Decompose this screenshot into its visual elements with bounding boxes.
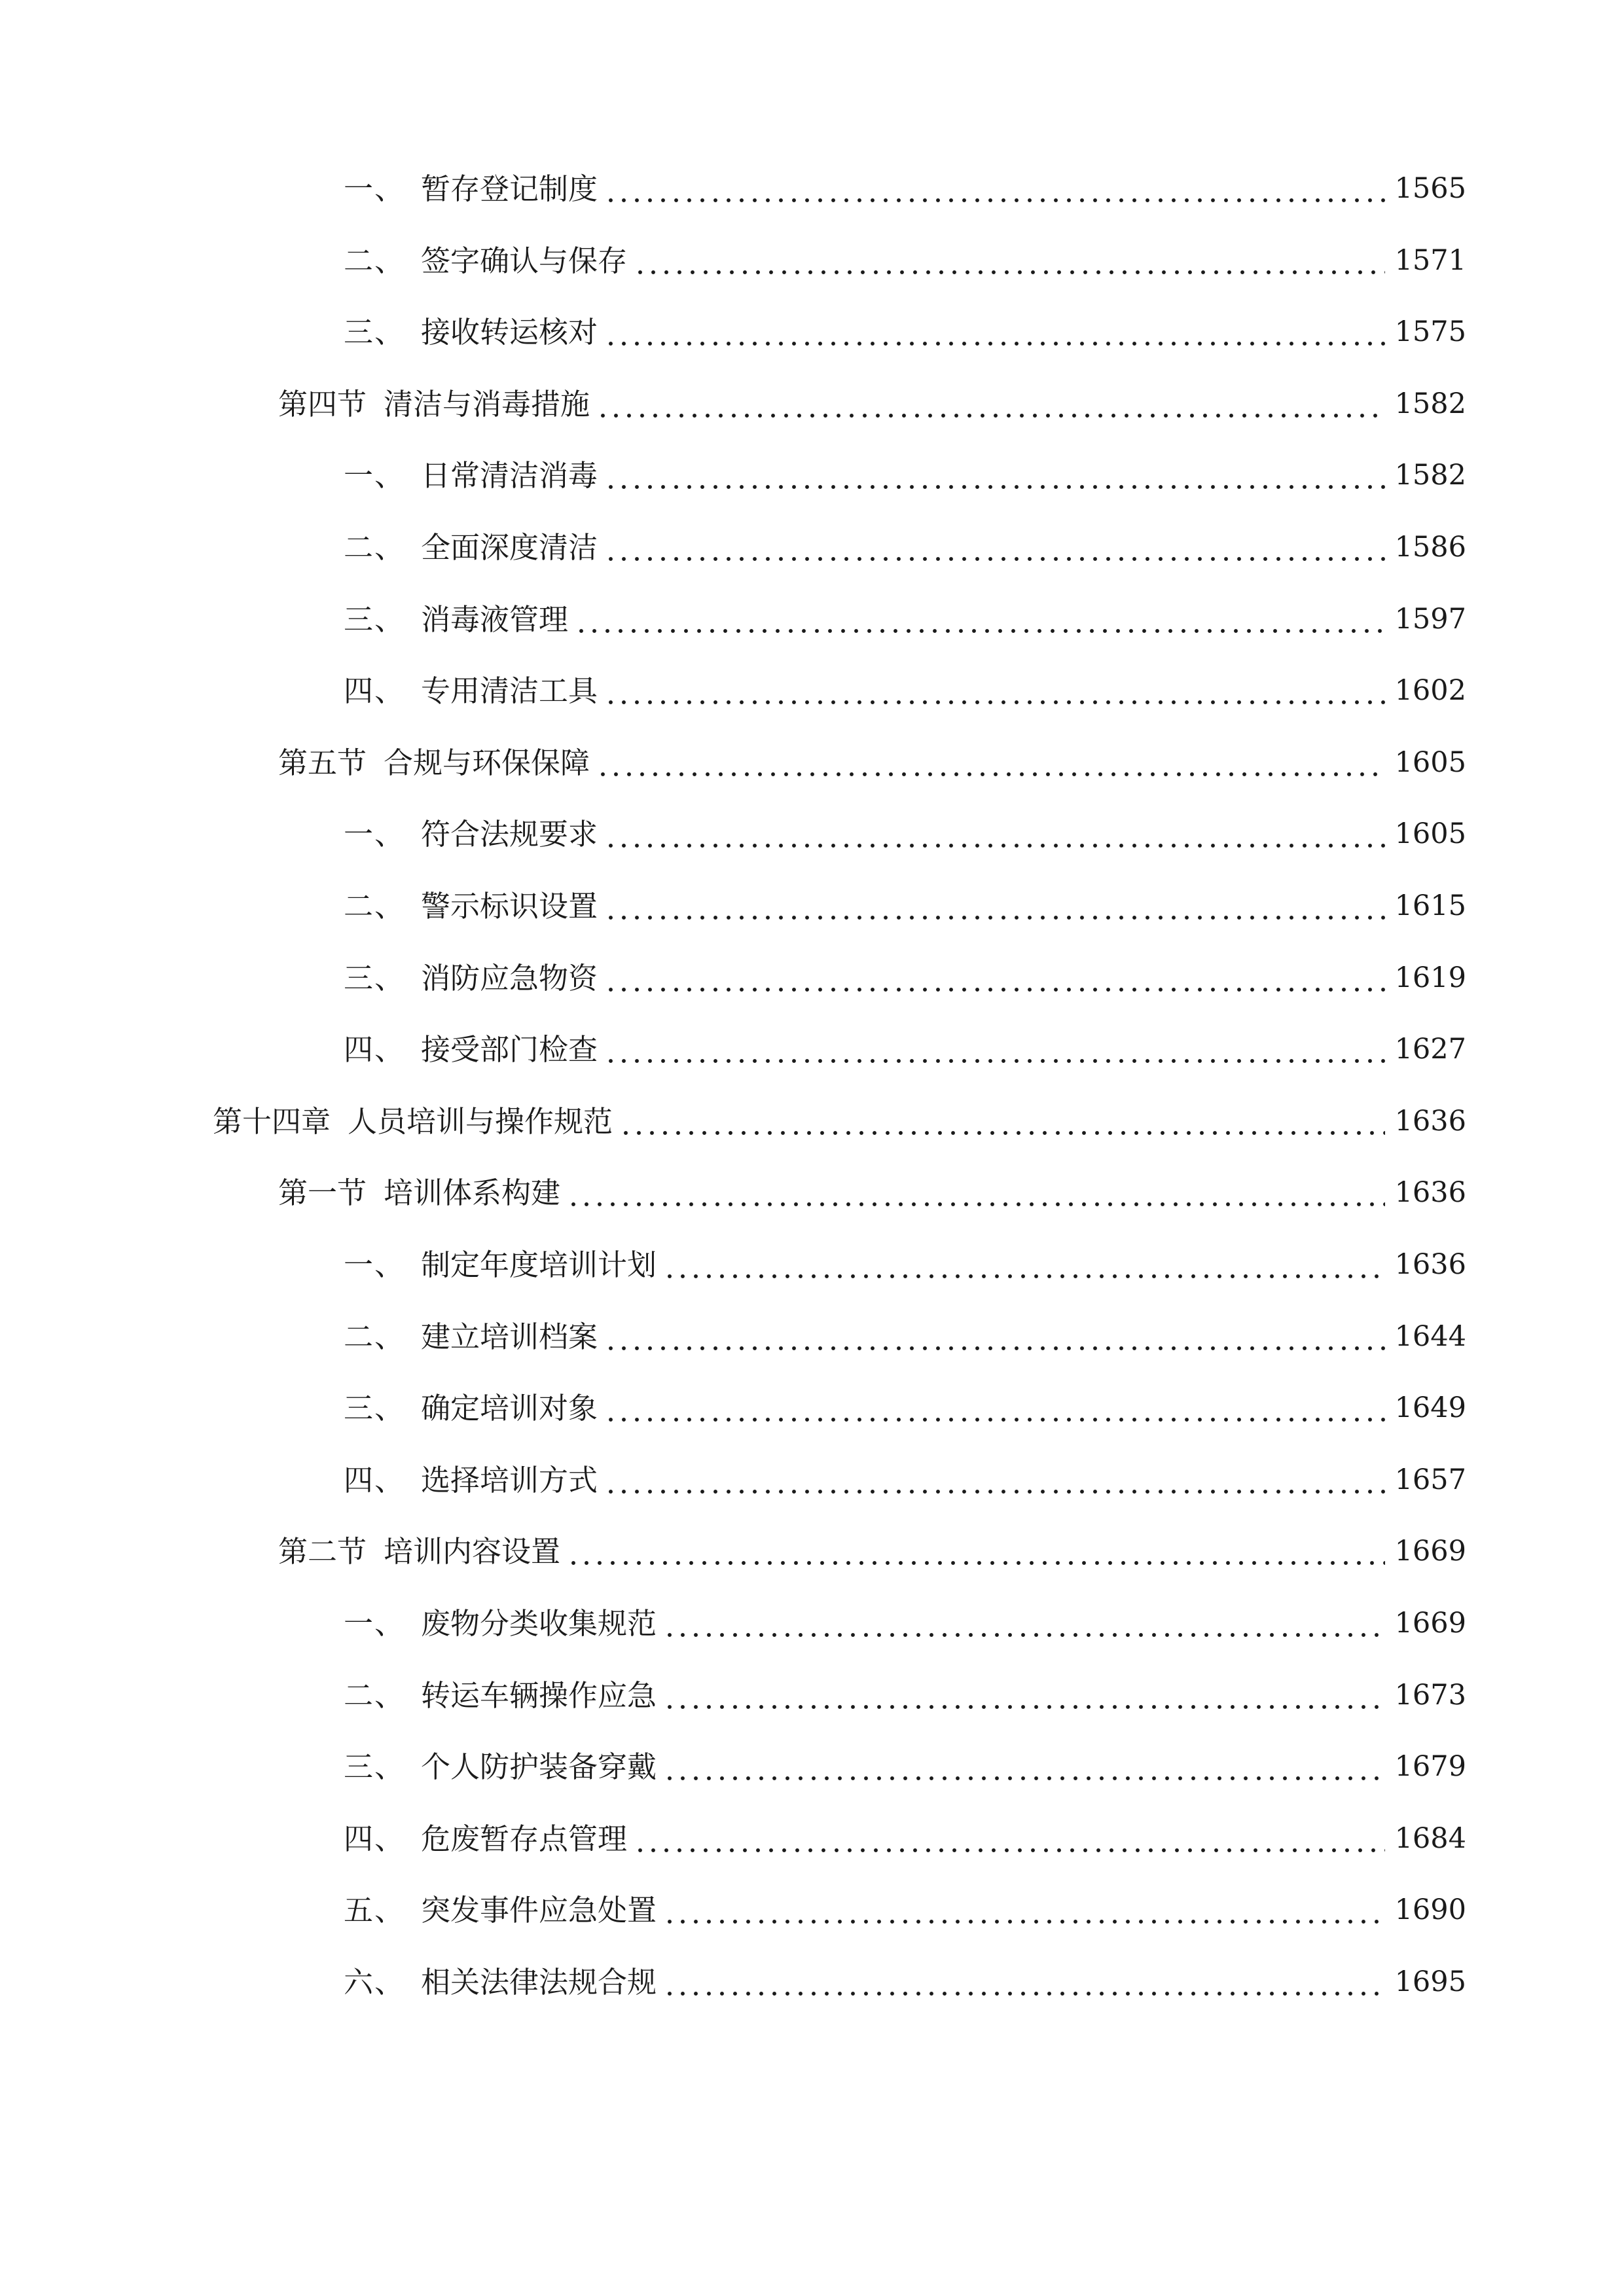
toc-title: 接收转运核对 xyxy=(421,314,598,350)
toc-ordinal: 三、 xyxy=(344,314,406,350)
toc-page-number: 1571 xyxy=(1394,243,1466,277)
toc-title: 培训体系构建 xyxy=(384,1175,561,1210)
toc-ordinal: 一、 xyxy=(344,171,406,206)
toc-page-number: 1582 xyxy=(1394,387,1466,420)
toc-page-number: 1690 xyxy=(1394,1893,1466,1926)
toc-ordinal: 四、 xyxy=(344,673,406,708)
toc-page-number: 1673 xyxy=(1394,1678,1466,1712)
toc-page-number: 1605 xyxy=(1394,817,1466,850)
dot-leader xyxy=(634,246,1385,276)
toc-title: 突发事件应急处置 xyxy=(421,1892,657,1928)
toc-page-number: 1565 xyxy=(1394,171,1466,205)
toc-title: 清洁与消毒措施 xyxy=(384,386,590,422)
toc-ordinal: 一、 xyxy=(344,1605,406,1641)
toc-title: 合规与环保保障 xyxy=(384,745,590,780)
toc-page-number: 1605 xyxy=(1394,745,1466,779)
toc-title: 接受部门检查 xyxy=(421,1031,598,1067)
toc-ordinal: 二、 xyxy=(344,888,406,924)
toc-page-number: 1684 xyxy=(1394,1821,1466,1855)
dot-leader xyxy=(604,1465,1385,1495)
toc-title: 消防应急物资 xyxy=(421,960,598,996)
toc-ordinal: 四、 xyxy=(344,1031,406,1067)
toc-title: 确定培训对象 xyxy=(421,1390,598,1426)
toc-ordinal: 五、 xyxy=(344,1892,406,1928)
toc-page-number: 1636 xyxy=(1394,1104,1466,1138)
toc-page-number: 1679 xyxy=(1394,1749,1466,1783)
toc-ordinal: 三、 xyxy=(344,960,406,996)
toc-ordinal: 第五节 xyxy=(278,745,367,780)
toc-title: 日常清洁消毒 xyxy=(421,457,598,493)
dot-leader xyxy=(619,1107,1385,1136)
toc-title: 全面深度清洁 xyxy=(421,529,598,565)
toc-entry-item[interactable] xyxy=(0,1809,1624,1868)
toc-entry-item[interactable] xyxy=(0,1737,1624,1796)
dot-leader xyxy=(663,1967,1385,1997)
toc-page-number: 1669 xyxy=(1394,1534,1466,1568)
toc-title: 人员培训与操作规范 xyxy=(348,1103,613,1139)
toc-ordinal: 二、 xyxy=(344,243,406,278)
toc-title: 相关法律法规合规 xyxy=(421,1964,657,2000)
toc-page-number: 1586 xyxy=(1394,530,1466,564)
toc-page-number: 1619 xyxy=(1394,961,1466,994)
dot-leader xyxy=(604,174,1385,204)
dot-leader xyxy=(596,389,1385,419)
toc-ordinal: 第一节 xyxy=(278,1175,367,1210)
dot-leader xyxy=(604,533,1385,562)
toc-title: 警示标识设置 xyxy=(421,888,598,924)
toc-entry-item[interactable] xyxy=(0,231,1624,290)
toc-ordinal: 一、 xyxy=(344,816,406,852)
toc-entry-item[interactable] xyxy=(0,1952,1624,2011)
dot-leader xyxy=(596,748,1385,778)
dot-leader xyxy=(663,1681,1385,1710)
dot-leader xyxy=(604,461,1385,490)
dot-leader xyxy=(604,891,1385,921)
toc-entry-item[interactable] xyxy=(0,302,1624,361)
toc-ordinal: 二、 xyxy=(344,1677,406,1713)
toc-page-number: 1597 xyxy=(1394,602,1466,636)
toc-title: 专用清洁工具 xyxy=(421,673,598,708)
toc-ordinal: 二、 xyxy=(344,529,406,565)
dot-leader xyxy=(604,1035,1385,1064)
toc-title: 建立培训档案 xyxy=(421,1319,598,1354)
dot-leader xyxy=(604,317,1385,347)
toc-ordinal: 四、 xyxy=(344,1462,406,1498)
toc-entry-section[interactable] xyxy=(0,1522,1624,1581)
toc-page-number: 1602 xyxy=(1394,673,1466,707)
toc-entry-item[interactable] xyxy=(0,948,1624,1007)
toc-title: 签字确认与保存 xyxy=(421,243,628,278)
toc-title: 制定年度培训计划 xyxy=(421,1247,657,1282)
toc-page-number: 1695 xyxy=(1394,1965,1466,1998)
toc-entry-item[interactable] xyxy=(0,804,1624,863)
dot-leader xyxy=(604,819,1385,849)
toc-entry-item[interactable] xyxy=(0,1378,1624,1437)
toc-entry-section[interactable] xyxy=(0,374,1624,433)
toc-title: 培训内容设置 xyxy=(384,1534,561,1569)
toc-page-number: 1627 xyxy=(1394,1032,1466,1066)
toc-entry-item[interactable] xyxy=(0,876,1624,935)
toc-ordinal: 第二节 xyxy=(278,1534,367,1569)
toc-entry-section[interactable] xyxy=(0,1163,1624,1222)
dot-leader xyxy=(604,963,1385,993)
toc-ordinal: 第四节 xyxy=(278,386,367,422)
toc-entry-item[interactable] xyxy=(0,1594,1624,1653)
toc-title: 危废暂存点管理 xyxy=(421,1821,628,1856)
toc-page-number: 1615 xyxy=(1394,889,1466,922)
toc-title: 符合法规要求 xyxy=(421,816,598,852)
toc-ordinal: 三、 xyxy=(344,601,406,637)
toc-entry-item[interactable] xyxy=(0,1020,1624,1079)
dot-leader xyxy=(663,1895,1385,1925)
toc-ordinal: 二、 xyxy=(344,1319,406,1354)
toc-page-number: 1657 xyxy=(1394,1463,1466,1496)
toc-title: 个人防护装备穿戴 xyxy=(421,1749,657,1784)
toc-page-number: 1636 xyxy=(1394,1247,1466,1281)
toc-ordinal: 三、 xyxy=(344,1390,406,1426)
dot-leader xyxy=(663,1609,1385,1638)
toc-entry-item[interactable] xyxy=(0,1307,1624,1366)
toc-ordinal: 三、 xyxy=(344,1749,406,1784)
dot-leader xyxy=(567,1537,1385,1566)
dot-leader xyxy=(604,676,1385,706)
toc-title: 转运车辆操作应急 xyxy=(421,1677,657,1713)
toc-entry-section[interactable] xyxy=(0,733,1624,792)
toc-page-number: 1644 xyxy=(1394,1319,1466,1353)
toc-ordinal: 四、 xyxy=(344,1821,406,1856)
toc-entry-item[interactable] xyxy=(0,446,1624,505)
toc-page-number: 1669 xyxy=(1394,1606,1466,1640)
toc-ordinal: 一、 xyxy=(344,457,406,493)
toc-entry-item[interactable] xyxy=(0,1450,1624,1509)
toc-title: 消毒液管理 xyxy=(421,601,569,637)
dot-leader xyxy=(634,1824,1385,1854)
toc-entry-item[interactable] xyxy=(0,1880,1624,1939)
toc-title: 暂存登记制度 xyxy=(421,171,598,206)
toc-title: 选择培训方式 xyxy=(421,1462,598,1498)
dot-leader xyxy=(604,1393,1385,1423)
toc-entry-item[interactable] xyxy=(0,1235,1624,1294)
toc-entry-item[interactable] xyxy=(0,159,1624,218)
toc-entry-chapter[interactable] xyxy=(0,1092,1624,1151)
dot-leader xyxy=(575,605,1385,634)
toc-entry-item[interactable] xyxy=(0,1666,1624,1725)
toc-ordinal: 六、 xyxy=(344,1964,406,2000)
toc-ordinal: 一、 xyxy=(344,1247,406,1282)
dot-leader xyxy=(663,1752,1385,1782)
toc-entry-item[interactable] xyxy=(0,590,1624,649)
toc-entry-item[interactable] xyxy=(0,518,1624,577)
toc-page-number: 1649 xyxy=(1394,1391,1466,1424)
dot-leader xyxy=(567,1178,1385,1208)
toc-title: 废物分类收集规范 xyxy=(421,1605,657,1641)
toc-page-number: 1582 xyxy=(1394,458,1466,492)
toc-entry-item[interactable] xyxy=(0,661,1624,720)
dot-leader xyxy=(604,1322,1385,1352)
toc-page-number: 1575 xyxy=(1394,315,1466,348)
toc-ordinal: 第十四章 xyxy=(213,1103,331,1139)
toc-page-number: 1636 xyxy=(1394,1175,1466,1209)
dot-leader xyxy=(663,1250,1385,1280)
